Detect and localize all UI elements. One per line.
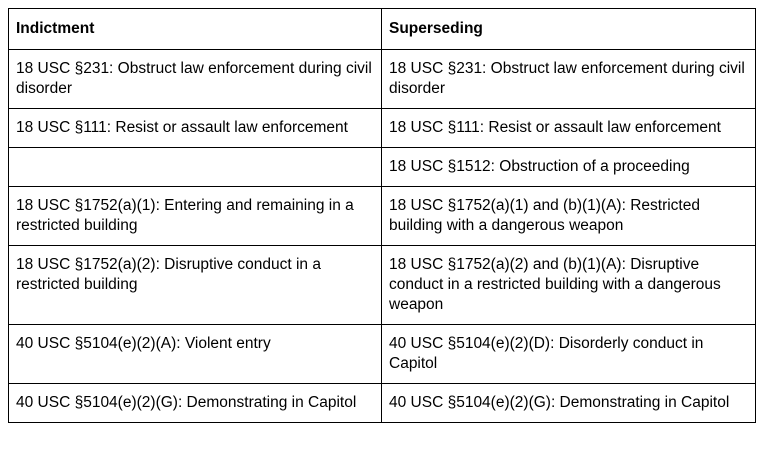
table-row bbox=[9, 384, 756, 423]
indictment-cell-empty bbox=[9, 148, 382, 187]
table-row bbox=[9, 109, 756, 148]
indictment-cell: 18 USC §111: Resist or assault law enforcement bbox=[9, 109, 382, 148]
table-row bbox=[9, 246, 756, 325]
charges-table-container bbox=[8, 8, 755, 423]
table-row bbox=[9, 187, 756, 246]
header-row bbox=[9, 9, 756, 50]
indictment-cell: 18 USC §231: Obstruct law enforcement during civil disorder bbox=[9, 50, 382, 109]
superseding-cell: 40 USC §5104(e)(2)(D): Disorderly conduct in Capitol bbox=[382, 325, 756, 384]
indictment-cell: 18 USC §1752(a)(1): Entering and remaining in a restricted building bbox=[9, 187, 382, 246]
indictment-cell: 40 USC §5104(e)(2)(G): Demonstrating in Capitol bbox=[9, 384, 382, 423]
table-row bbox=[9, 50, 756, 109]
indictment-cell: 40 USC §5104(e)(2)(A): Violent entry bbox=[9, 325, 382, 384]
superseding-cell: 18 USC §1752(a)(1) and (b)(1)(A): Restricted building with a dangerous weapon bbox=[382, 187, 756, 246]
indictment-cell: 18 USC §1752(a)(2): Disruptive conduct in a restricted building bbox=[9, 246, 382, 325]
superseding-cell: 40 USC §5104(e)(2)(G): Demonstrating in Capitol bbox=[382, 384, 756, 423]
superseding-cell: 18 USC §231: Obstruct law enforcement during civil disorder bbox=[382, 50, 756, 109]
header-superseding: Superseding bbox=[382, 9, 756, 50]
superseding-cell: 18 USC §1512: Obstruction of a proceeding bbox=[382, 148, 756, 187]
charges-comparison-table bbox=[8, 8, 756, 423]
superseding-cell: 18 USC §1752(a)(2) and (b)(1)(A): Disruptive conduct in a restricted building with a dangerous weapon bbox=[382, 246, 756, 325]
table-row bbox=[9, 148, 756, 187]
table-row bbox=[9, 325, 756, 384]
superseding-cell: 18 USC §111: Resist or assault law enforcement bbox=[382, 109, 756, 148]
header-indictment: Indictment bbox=[9, 9, 382, 50]
